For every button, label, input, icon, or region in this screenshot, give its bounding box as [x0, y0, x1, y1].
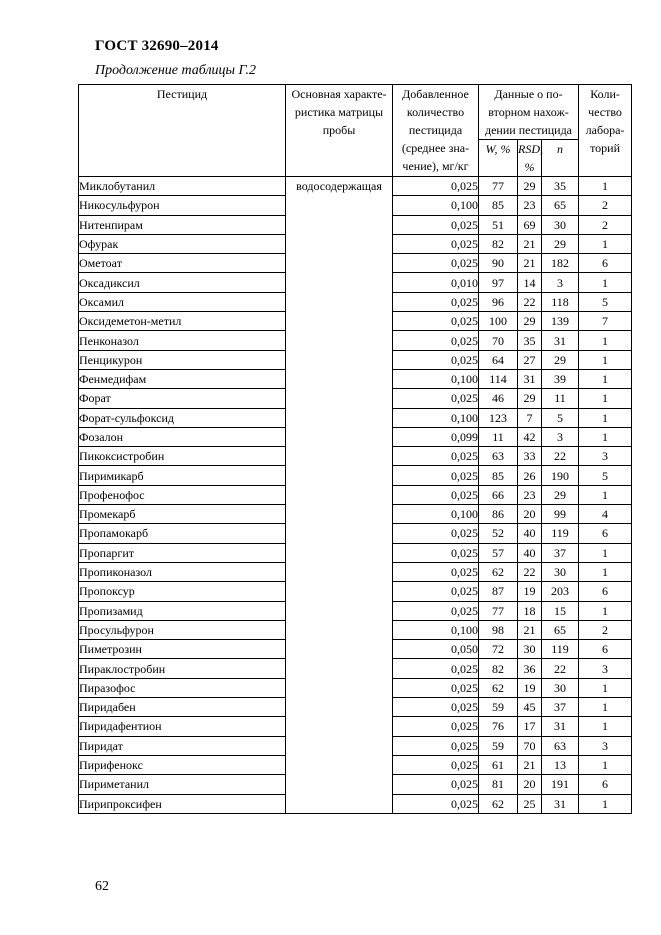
n-cell: 182 — [542, 254, 579, 273]
pesticide-name-cell: Форат-сульфоксид — [79, 408, 286, 427]
rsd-percent-cell: 25 — [518, 794, 542, 813]
header-w: W, % — [479, 140, 518, 177]
pesticide-name-cell: Пенцикурон — [79, 350, 286, 369]
added-amount-cell: 0,025 — [393, 775, 479, 794]
rsd-percent-cell: 19 — [518, 582, 542, 601]
added-amount-cell: 0,025 — [393, 234, 479, 253]
n-cell: 15 — [542, 601, 579, 620]
n-cell: 139 — [542, 312, 579, 331]
rsd-percent-cell: 29 — [518, 177, 542, 196]
added-amount-cell: 0,025 — [393, 331, 479, 350]
added-amount-cell: 0,025 — [393, 678, 479, 697]
table-body — [79, 177, 632, 814]
added-amount-cell: 0,100 — [393, 196, 479, 215]
rsd-percent-cell: 35 — [518, 331, 542, 350]
rsd-percent-cell: 21 — [518, 234, 542, 253]
labs-count-cell: 1 — [579, 177, 632, 196]
n-cell: 31 — [542, 331, 579, 350]
w-percent-cell: 100 — [479, 312, 518, 331]
labs-count-cell: 1 — [579, 369, 632, 388]
pesticide-name-cell: Пиримикарб — [79, 466, 286, 485]
rsd-percent-cell: 30 — [518, 640, 542, 659]
labs-count-cell: 3 — [579, 447, 632, 466]
rsd-percent-cell: 29 — [518, 389, 542, 408]
pesticide-name-cell: Миклобутанил — [79, 177, 286, 196]
pesticide-name-cell: Пиридафентион — [79, 717, 286, 736]
rsd-percent-cell: 23 — [518, 196, 542, 215]
pesticide-name-cell: Оксидеметон-метил — [79, 312, 286, 331]
pesticide-name-cell: Пенконазол — [79, 331, 286, 350]
header-rsd: RSD, % — [518, 140, 542, 177]
added-amount-cell: 0,025 — [393, 350, 479, 369]
n-cell: 31 — [542, 794, 579, 813]
n-cell: 65 — [542, 620, 579, 639]
w-percent-cell: 87 — [479, 582, 518, 601]
labs-count-cell: 1 — [579, 755, 632, 774]
n-cell: 22 — [542, 659, 579, 678]
rsd-percent-cell: 19 — [518, 678, 542, 697]
pesticide-name-cell: Пирифенокс — [79, 755, 286, 774]
labs-count-cell: 5 — [579, 292, 632, 311]
w-percent-cell: 61 — [479, 755, 518, 774]
labs-count-cell: 1 — [579, 350, 632, 369]
pesticide-name-cell: Пикоксистробин — [79, 447, 286, 466]
rsd-percent-cell: 36 — [518, 659, 542, 678]
labs-count-cell: 1 — [579, 331, 632, 350]
labs-count-cell: 3 — [579, 736, 632, 755]
n-cell: 39 — [542, 369, 579, 388]
header-matrix: Основная характе-ристика матрицы пробы — [286, 85, 393, 177]
pesticide-name-cell: Пирипроксифен — [79, 794, 286, 813]
pesticide-name-cell: Ометоат — [79, 254, 286, 273]
w-percent-cell: 81 — [479, 775, 518, 794]
labs-count-cell: 1 — [579, 601, 632, 620]
added-amount-cell: 0,100 — [393, 369, 479, 388]
w-percent-cell: 85 — [479, 196, 518, 215]
w-percent-cell: 82 — [479, 234, 518, 253]
added-amount-cell: 0,025 — [393, 447, 479, 466]
w-percent-cell: 59 — [479, 736, 518, 755]
w-percent-cell: 70 — [479, 331, 518, 350]
rsd-percent-cell: 26 — [518, 466, 542, 485]
w-percent-cell: 85 — [479, 466, 518, 485]
labs-count-cell: 1 — [579, 234, 632, 253]
table-caption: Продолжение таблицы Г.2 — [95, 63, 256, 78]
rsd-percent-cell: 20 — [518, 775, 542, 794]
n-cell: 37 — [542, 543, 579, 562]
labs-count-cell: 3 — [579, 659, 632, 678]
header-repeat-detection: Данные о по-вторном нахож-дении пестицида — [479, 85, 579, 140]
n-cell: 35 — [542, 177, 579, 196]
n-cell: 203 — [542, 582, 579, 601]
labs-count-cell: 2 — [579, 215, 632, 234]
added-amount-cell: 0,025 — [393, 601, 479, 620]
w-percent-cell: 77 — [479, 601, 518, 620]
w-percent-cell: 63 — [479, 447, 518, 466]
n-cell: 29 — [542, 485, 579, 504]
pesticide-name-cell: Пиридабен — [79, 698, 286, 717]
n-cell: 99 — [542, 505, 579, 524]
labs-count-cell: 6 — [579, 582, 632, 601]
rsd-percent-cell: 40 — [518, 543, 542, 562]
added-amount-cell: 0,025 — [393, 292, 479, 311]
labs-count-cell: 1 — [579, 678, 632, 697]
added-amount-cell: 0,099 — [393, 427, 479, 446]
rsd-percent-cell: 22 — [518, 292, 542, 311]
header-pesticide: Пестицид — [79, 85, 286, 177]
pesticide-name-cell: Пиразофос — [79, 678, 286, 697]
n-cell: 118 — [542, 292, 579, 311]
pesticide-name-cell: Фенмедифам — [79, 369, 286, 388]
w-percent-cell: 62 — [479, 562, 518, 581]
added-amount-cell: 0,025 — [393, 389, 479, 408]
rsd-percent-cell: 33 — [518, 447, 542, 466]
rsd-percent-cell: 70 — [518, 736, 542, 755]
w-percent-cell: 64 — [479, 350, 518, 369]
w-percent-cell: 90 — [479, 254, 518, 273]
table-row — [79, 177, 632, 196]
w-percent-cell: 51 — [479, 215, 518, 234]
added-amount-cell: 0,010 — [393, 273, 479, 292]
n-cell: 30 — [542, 215, 579, 234]
w-percent-cell: 62 — [479, 794, 518, 813]
labs-count-cell: 1 — [579, 698, 632, 717]
document-title: ГОСТ 32690–2014 — [95, 38, 219, 54]
added-amount-cell: 0,100 — [393, 620, 479, 639]
added-amount-cell: 0,025 — [393, 755, 479, 774]
pesticide-name-cell: Пиридат — [79, 736, 286, 755]
rsd-percent-cell: 45 — [518, 698, 542, 717]
rsd-percent-cell: 42 — [518, 427, 542, 446]
added-amount-cell: 0,025 — [393, 177, 479, 196]
added-amount-cell: 0,025 — [393, 485, 479, 504]
added-amount-cell: 0,025 — [393, 659, 479, 678]
rsd-percent-cell: 7 — [518, 408, 542, 427]
rsd-percent-cell: 27 — [518, 350, 542, 369]
pesticide-name-cell: Оксадиксил — [79, 273, 286, 292]
added-amount-cell: 0,025 — [393, 543, 479, 562]
added-amount-cell: 0,025 — [393, 736, 479, 755]
added-amount-cell: 0,025 — [393, 717, 479, 736]
w-percent-cell: 52 — [479, 524, 518, 543]
w-percent-cell: 96 — [479, 292, 518, 311]
labs-count-cell: 2 — [579, 196, 632, 215]
labs-count-cell: 6 — [579, 640, 632, 659]
added-amount-cell: 0,025 — [393, 312, 479, 331]
added-amount-cell: 0,025 — [393, 524, 479, 543]
header-labs-count: Коли-чество лабора-торий — [579, 85, 632, 177]
pesticide-name-cell: Пропиконазол — [79, 562, 286, 581]
labs-count-cell: 1 — [579, 408, 632, 427]
w-percent-cell: 98 — [479, 620, 518, 639]
w-percent-cell: 11 — [479, 427, 518, 446]
pesticide-name-cell: Форат — [79, 389, 286, 408]
n-cell: 37 — [542, 698, 579, 717]
w-percent-cell: 97 — [479, 273, 518, 292]
labs-count-cell: 1 — [579, 273, 632, 292]
n-cell: 29 — [542, 350, 579, 369]
n-cell: 65 — [542, 196, 579, 215]
w-percent-cell: 72 — [479, 640, 518, 659]
w-percent-cell: 57 — [479, 543, 518, 562]
rsd-percent-cell: 21 — [518, 254, 542, 273]
rsd-percent-cell: 31 — [518, 369, 542, 388]
rsd-percent-cell: 23 — [518, 485, 542, 504]
pesticide-name-cell: Промекарб — [79, 505, 286, 524]
added-amount-cell: 0,025 — [393, 562, 479, 581]
pesticide-name-cell: Просульфурон — [79, 620, 286, 639]
labs-count-cell: 1 — [579, 543, 632, 562]
pesticide-name-cell: Пропаргит — [79, 543, 286, 562]
rsd-percent-cell: 29 — [518, 312, 542, 331]
pesticide-name-cell: Пираклостробин — [79, 659, 286, 678]
pesticide-name-cell: Офурак — [79, 234, 286, 253]
pesticide-name-cell: Никосульфурон — [79, 196, 286, 215]
n-cell: 3 — [542, 273, 579, 292]
rsd-percent-cell: 17 — [518, 717, 542, 736]
added-amount-cell: 0,100 — [393, 505, 479, 524]
labs-count-cell: 6 — [579, 524, 632, 543]
n-cell: 3 — [542, 427, 579, 446]
matrix-cell: водосодержащая — [286, 177, 393, 814]
n-cell: 29 — [542, 234, 579, 253]
labs-count-cell: 1 — [579, 562, 632, 581]
pesticide-name-cell: Нитенпирам — [79, 215, 286, 234]
rsd-percent-cell: 69 — [518, 215, 542, 234]
rsd-percent-cell: 21 — [518, 755, 542, 774]
labs-count-cell: 1 — [579, 427, 632, 446]
added-amount-cell: 0,025 — [393, 254, 479, 273]
added-amount-cell: 0,025 — [393, 582, 479, 601]
rsd-percent-cell: 21 — [518, 620, 542, 639]
rsd-percent-cell: 18 — [518, 601, 542, 620]
rsd-percent-cell: 14 — [518, 273, 542, 292]
w-percent-cell: 82 — [479, 659, 518, 678]
header-n: n — [542, 140, 579, 177]
pesticide-name-cell: Пиметрозин — [79, 640, 286, 659]
added-amount-cell: 0,025 — [393, 698, 479, 717]
pesticide-name-cell: Пропизамид — [79, 601, 286, 620]
added-amount-cell: 0,025 — [393, 466, 479, 485]
pesticide-name-cell: Профенофос — [79, 485, 286, 504]
n-cell: 30 — [542, 562, 579, 581]
pesticide-name-cell: Пропоксур — [79, 582, 286, 601]
n-cell: 13 — [542, 755, 579, 774]
pesticide-table — [78, 84, 632, 814]
pesticide-name-cell: Фозалон — [79, 427, 286, 446]
n-cell: 63 — [542, 736, 579, 755]
n-cell: 31 — [542, 717, 579, 736]
pesticide-name-cell: Пропамокарб — [79, 524, 286, 543]
w-percent-cell: 76 — [479, 717, 518, 736]
w-percent-cell: 59 — [479, 698, 518, 717]
labs-count-cell: 2 — [579, 620, 632, 639]
n-cell: 11 — [542, 389, 579, 408]
n-cell: 30 — [542, 678, 579, 697]
n-cell: 5 — [542, 408, 579, 427]
added-amount-cell: 0,100 — [393, 408, 479, 427]
labs-count-cell: 7 — [579, 312, 632, 331]
rsd-percent-cell: 20 — [518, 505, 542, 524]
pesticide-name-cell: Оксамил — [79, 292, 286, 311]
n-cell: 190 — [542, 466, 579, 485]
labs-count-cell: 6 — [579, 775, 632, 794]
added-amount-cell: 0,050 — [393, 640, 479, 659]
n-cell: 119 — [542, 640, 579, 659]
labs-count-cell: 1 — [579, 717, 632, 736]
n-cell: 22 — [542, 447, 579, 466]
labs-count-cell: 6 — [579, 254, 632, 273]
added-amount-cell: 0,025 — [393, 794, 479, 813]
n-cell: 119 — [542, 524, 579, 543]
labs-count-cell: 1 — [579, 389, 632, 408]
header-added-amount: Добавленное количество пестицида (среднее зна-чение), мг/кг — [393, 85, 479, 177]
w-percent-cell: 66 — [479, 485, 518, 504]
rsd-percent-cell: 22 — [518, 562, 542, 581]
rsd-percent-cell: 40 — [518, 524, 542, 543]
n-cell: 191 — [542, 775, 579, 794]
w-percent-cell: 86 — [479, 505, 518, 524]
page-number: 62 — [95, 879, 109, 894]
w-percent-cell: 62 — [479, 678, 518, 697]
w-percent-cell: 114 — [479, 369, 518, 388]
pesticide-name-cell: Пириметанил — [79, 775, 286, 794]
added-amount-cell: 0,025 — [393, 215, 479, 234]
w-percent-cell: 77 — [479, 177, 518, 196]
labs-count-cell: 4 — [579, 505, 632, 524]
labs-count-cell: 1 — [579, 794, 632, 813]
w-percent-cell: 46 — [479, 389, 518, 408]
labs-count-cell: 1 — [579, 485, 632, 504]
labs-count-cell: 5 — [579, 466, 632, 485]
w-percent-cell: 123 — [479, 408, 518, 427]
